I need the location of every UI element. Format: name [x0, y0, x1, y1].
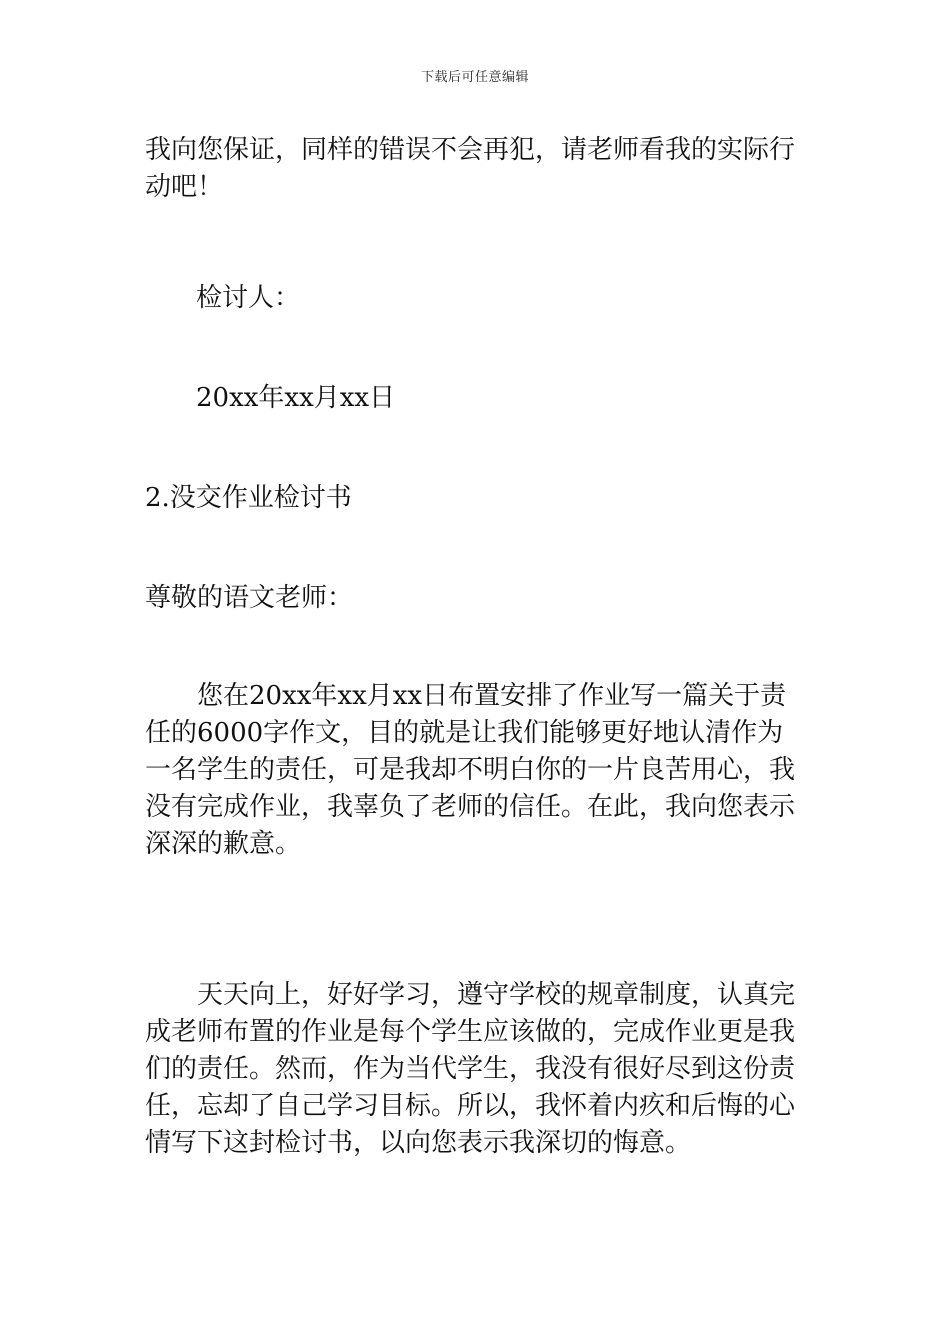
page-header: 下载后可任意编辑 — [420, 70, 529, 85]
continued-paragraph: 我向您保证，同样的错误不会再犯，请老师看我的实际行动吧！ — [145, 135, 796, 202]
paragraph-1: 您在20xx年xx月xx日布置安排了作业写一篇关于责任的6000字作文，目的就是让我们能够更好地认清作为一名学生的责任，可是我却不明白你的一片良苦用心，我没有完成作业，我辜负了老师的信任。在此，我向您表示深深的歉意。 — [145, 681, 796, 859]
salutation: 尊敬的语文老师： — [145, 583, 354, 613]
date-line: 20xx年xx月xx日 — [196, 383, 396, 413]
signer-label: 检讨人： — [196, 283, 301, 313]
paragraph-2: 天天向上，好好学习，遵守学校的规章制度，认真完成老师布置的作业是每个学生应该做的，完成作业更是我们的责任。然而，作为当代学生，我没有很好尽到这份责任，忘却了自己学习目标。所以，我怀着内疚和后悔的心情写下这封检讨书，以向您表示我深切的悔意。 — [145, 980, 796, 1158]
section-heading: 2.没交作业检讨书 — [145, 483, 352, 513]
